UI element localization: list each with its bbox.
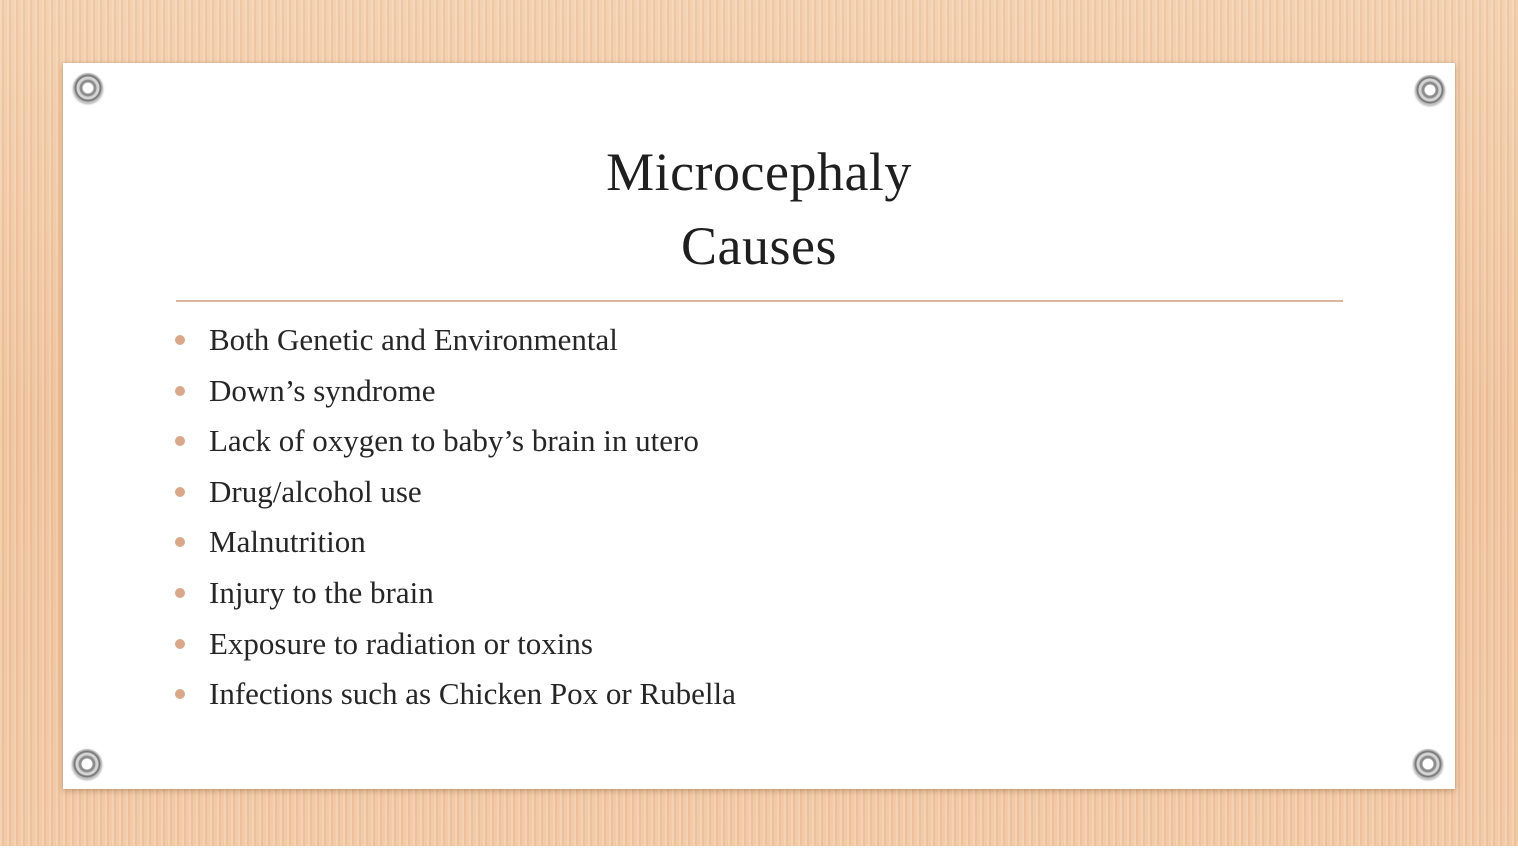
- list-item: [171, 568, 736, 619]
- list-item: [171, 669, 736, 720]
- list-item-text: Both Genetic and Environmental: [209, 322, 618, 357]
- list-item: [171, 416, 736, 467]
- list-item-text: Lack of oxygen to baby’s brain in utero: [209, 423, 699, 459]
- bullet-list: [171, 315, 736, 720]
- bullet-icon: [175, 335, 185, 345]
- grommet-icon: [72, 749, 102, 779]
- title-divider: [176, 300, 1343, 302]
- list-item-text: Down’s syndrome: [209, 372, 436, 408]
- bullet-icon: [175, 487, 185, 497]
- bullet-icon: [175, 386, 185, 396]
- list-item-text: Malnutrition: [209, 524, 366, 560]
- list-item: [171, 517, 736, 568]
- list-item: [171, 467, 736, 518]
- grommet-icon: [1413, 749, 1443, 779]
- grommet-icon: [1415, 75, 1445, 105]
- grommet-icon: [73, 73, 103, 103]
- list-item-text: Drug/alcohol use: [209, 473, 422, 509]
- list-item: [171, 366, 736, 417]
- list-item: [171, 619, 736, 670]
- list-item-text: Injury to the brain: [209, 574, 434, 610]
- bullet-icon: [175, 537, 185, 547]
- slide-title-line1: Microcephaly: [606, 142, 912, 202]
- slide-card: [63, 63, 1455, 789]
- list-item: [171, 315, 736, 366]
- list-item-text: Infections such as Chicken Pox or Rubella: [209, 676, 736, 712]
- slide-title-line2: Causes: [681, 216, 837, 276]
- list-item-text: Exposure to radiation or toxins: [209, 625, 593, 661]
- bullet-icon: [175, 639, 185, 649]
- bullet-icon: [175, 689, 185, 699]
- bullet-icon: [175, 588, 185, 598]
- bullet-icon: [175, 436, 185, 446]
- slide-title: [63, 135, 1455, 283]
